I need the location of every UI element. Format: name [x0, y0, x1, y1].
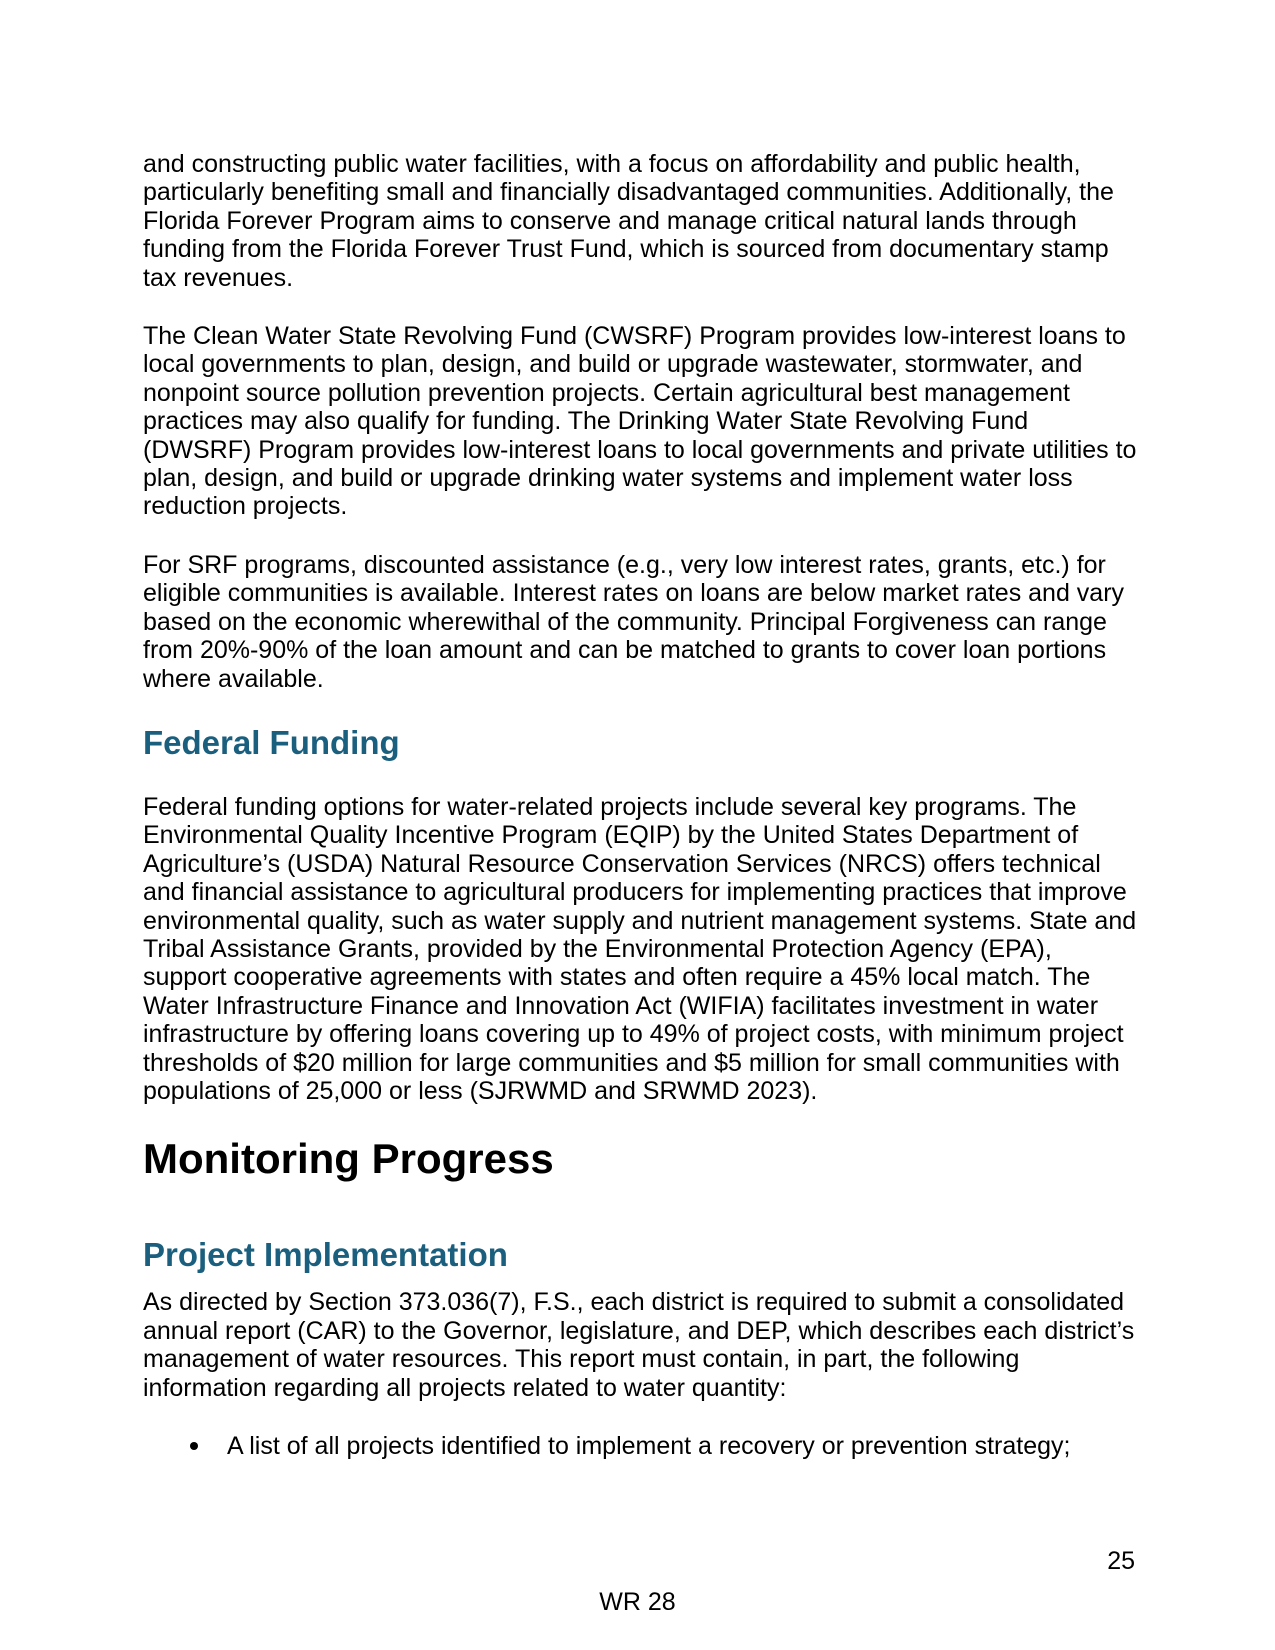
bullet-marker-icon: [190, 1442, 198, 1450]
requirements-list: [143, 1432, 1140, 1460]
page-number: 25: [1107, 1547, 1135, 1575]
section-heading-federal-funding: Federal Funding: [143, 723, 400, 761]
list-item-text: A list of all projects identified to implement a recovery or prevention strategy;: [227, 1432, 1071, 1460]
page-content: [143, 150, 1140, 1460]
section-heading-project-implementation: Project Implementation: [143, 1236, 508, 1274]
paragraph-federal-programs: Federal funding options for water-related projects include several key programs. The Environmental Quality Incentive Program (EQIP) by the United States Department of Agriculture’s (USDA) Natural Resource Conservation Services (NRCS) offers technical and financial assistance to agricultural producers for implementing practices that improve environmental quality, such as water supply and nutrient management systems. State and Tribal Assistance Grants, provided by the Environmental Protection Agency (EPA), support cooperative agreements with states and often require a 45% local match. The Water Infrastructure Finance and Innovation Act (WIFIA) facilitates investment in water infrastructure by offering loans covering up to 49% of project costs, with minimum project thresholds of $20 million for large communities and $5 million for small communities with populations of 25,000 or less (SJRWMD and SRWMD 2023).: [143, 792, 1137, 1105]
list-item: [143, 1432, 1140, 1460]
footer-text: WR 28: [599, 1588, 676, 1616]
paragraph-srf-discounts: For SRF programs, discounted assistance (e.g., very low interest rates, grants, etc.) for eligible communities is available. Interest rates on loans are below market rates and vary based on the economic wherewithal of the community. Principal Forgiveness can range from 20%-90% of the loan amount and can be matched to grants to cover loan portions where available.: [143, 550, 1125, 693]
paragraph-cwsrf-dwsrf: The Clean Water State Revolving Fund (CWSRF) Program provides low-interest loans to local governments to plan, design, and build or upgrade wastewater, stormwater, and nonpoint source pollution prevention projects. Certain agricultural best management practices may also qualify for funding. The Drinking Water State Revolving Fund (DWSRF) Program provides low-interest loans to local governments and private utilities to plan, design, and build or upgrade drinking water systems and implement water loss reduction projects.: [143, 322, 1137, 521]
chapter-heading-monitoring-progress: Monitoring Progress: [143, 1135, 554, 1183]
paragraph-car-requirement: As directed by Section 373.036(7), F.S., each district is required to submit a consolidated annual report (CAR) to the Governor, legislature, and DEP, which describes each district’s management of water resources. This report must contain, in part, the following information regarding all projects related to water quantity:: [143, 1288, 1135, 1402]
paragraph-state-funding-continued: and constructing public water facilities, with a focus on affordability and public health, particularly benefiting small and financially disadvantaged communities. Additionally, the Florida Forever Program aims to conserve and manage critical natural lands through funding from the Florida Forever Trust Fund, which is sourced from documentary stamp tax revenues.: [143, 150, 1114, 292]
